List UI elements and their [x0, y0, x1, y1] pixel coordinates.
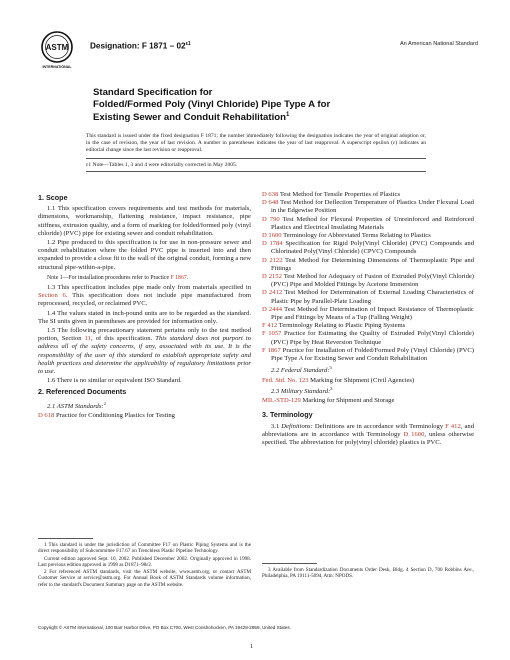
reference-list [262, 191, 474, 363]
standard-type: An American National Standard [399, 41, 478, 47]
intro-paragraph: This standard is issued under the fixed designation F 1871; the number immediately following the designation indicates the year of original adoption or, in the case of revision, the year of last revision. A number in parentheses indicates the year of last reapproval. A superscript epsilon (ε) indicates an editorial change since the last revision or reapproval. [86, 133, 426, 154]
footnotes-left [38, 542, 251, 589]
svg-text:ASTM: ASTM [45, 43, 69, 52]
reference-title: Test Method for Determination of Impact Resistance of Thermoplastic Pipe and Fittings by Means of a Tup (Falling Weight) [271, 305, 474, 322]
terminology-heading: 3. Terminology [262, 410, 313, 420]
reference-code-link[interactable]: F 412 [262, 322, 278, 330]
footnote-1: 1 This standard is under the jurisdiction of Committee F17 on Plastic Piping Systems and is the direct responsibility of Subcommittee F17.67 on Trenchless Plastic Pipeline Technology. [38, 542, 251, 555]
reference-title: Practice for Estimating the Quality of Extruded Poly(Vinyl Chloride) (PVC) Pipe by Heat Reversion Technique [271, 330, 474, 346]
link-mil-std-129[interactable]: MIL-STD-129 [262, 397, 301, 405]
reference-title: Practice for Installation of Folded/Formed Poly (Vinyl Chloride) (PVC) Pipe Type A for Existing Sewer and Conduit Rehabilitation [271, 346, 474, 363]
reference-code-link[interactable]: D 2444 [262, 305, 283, 313]
paragraph-2-1: 2.1 ASTM Standards:$^2$ [47, 400, 106, 410]
reference-title: Test Method for Deflection Temperature of Plastics Under Flexural Load in the Edgewise Position [271, 199, 474, 215]
footnotes-right [262, 567, 474, 581]
reference-item [262, 257, 474, 273]
divider [86, 158, 426, 159]
link-section-6[interactable]: Section 6 [38, 292, 66, 300]
editorial-note: ε1 Note—Tables 1, 3 and 4 were editorially corrected in May 2005. [86, 162, 238, 168]
reference-item [262, 191, 474, 199]
title-line-1: Standard Specification for [93, 87, 213, 98]
paragraph-1-3: 1.3 This specification includes pipe made only from materials specified in Section 6. This specification does not include pipe manufactured from reprocessed, recycled, or reclaimed PVC. [38, 284, 251, 308]
reference-title: Test Method for Determination of External Loading Characteristics of Plastic Pipe by Parallel-Plate Loading [271, 289, 474, 305]
link-fed-std-123[interactable]: Fed. Std. No. 123 [262, 376, 309, 384]
left-column [38, 191, 251, 420]
note-1: Note 1—For installation procedures refer to Practice F 1867. [47, 274, 189, 281]
paragraph-1-6: 1.6 There is no similar or equivalent ISO Standard. [47, 377, 182, 385]
reference-code-link[interactable]: D 1600 [262, 232, 282, 240]
reference-title: Terminology for Abbreviated Terms Relating to Plastics [281, 232, 431, 240]
link-d1600[interactable]: D 1600 [403, 430, 425, 438]
paragraph-2-2: 2.2 Federal Standard:$^3$ [271, 365, 332, 375]
reference-code-link[interactable]: D 790 [262, 215, 280, 223]
link-section-11[interactable]: 11 [84, 335, 91, 343]
paragraph-1-1: 1.1 This specification covers requirements and test methods for materials, dimensions, workmanship, flattening resistance, impact resistance, pipe stiffness, extrusion quality, and a form of marking for folded/formed poly (vinyl chloride) (PVC) pipe for existing sewer and conduit rehabilitation. [38, 205, 251, 237]
right-column [262, 191, 474, 448]
reference-title: Specification for Rigid Poly(Vinyl Chloride) (PVC) Compounds and Chlorinated Poly(Vinyl Chloride) (CPVC) Compounds [271, 240, 474, 256]
title-line-3: Existing Sewer and Conduit Rehabilitation$^1$ [93, 112, 290, 124]
reference-item: Fed. Std. No. 123 Marking for Shipment (Civil Agencies) [262, 376, 415, 384]
reference-title: Test Method for Tensile Properties of Plastics [278, 191, 401, 198]
reference-title: Terminology Relating to Plastic Piping Systems [277, 322, 406, 330]
reference-item [262, 240, 474, 256]
reference-code-link[interactable]: D 2122 [262, 256, 283, 264]
footnote-divider [262, 563, 317, 564]
footnote-divider [38, 538, 93, 539]
astm-logo [38, 30, 76, 70]
reference-code-link[interactable]: D 648 [262, 199, 279, 207]
scope-heading: 1. Scope [38, 193, 68, 202]
page-number: 1 [250, 643, 254, 650]
paragraph-1-2: 1.2 Pipe produced to this specification is for use in non-pressure sewer and conduit rehabilitation where the folded PVC pipe is inserted into and then expanded to provide a close fit to the wall of the original conduit, forming a new structural pipe-within-a-pipe. [38, 239, 251, 271]
link-f412[interactable]: F 412 [445, 422, 461, 430]
reference-item [262, 347, 474, 363]
referenced-documents-heading: 2. Referenced Documents [38, 387, 127, 397]
reference-item [262, 330, 474, 346]
reference-title: Test Method for Flexural Properties of Unreinforced and Reinforced Plastics and Electrical Insulating Materials [271, 215, 474, 231]
document-title [93, 87, 453, 124]
footnote-1-edition: Current edition approved Sept. 10, 2002. Published December 2002. Originally approved in 1998. Last previous edition approved in 1998 as D1871–98ε2. [38, 555, 251, 568]
reference-item [262, 322, 474, 330]
reference-code-link[interactable]: D 2152 [262, 273, 282, 281]
reference-item [262, 289, 474, 305]
reference-item [262, 199, 474, 215]
paragraph-3-1: 3.1 Definitions: Definitions are in accordance with Terminology F 412, and abbreviations are in accordance with Terminology D 1600, unless otherwise specified. The abbreviation for poly(vinyl chloride) plastics is PVC. [262, 422, 474, 447]
reference-code-link[interactable]: F 1057 [262, 330, 282, 338]
title-line-2: Folded/Formed Poly (Vinyl Chloride) Pipe Type A for [93, 98, 331, 110]
copyright-line: Copyright © ASTM International, 100 Barr Harbor Drive, PO Box C700, West Conshohocken, PA 19428-2959, United States. [38, 625, 291, 630]
paragraph-1-4: 1.4 The values stated in inch-pound units are to be regarded as the standard. The SI units given in parentheses are provided for information only. [38, 309, 251, 325]
reference-code-link[interactable]: D 2412 [262, 289, 283, 297]
paragraph-1-5: 1.5 The following precautionary statement pertains only to the test method portion, Section 11, of this specification. This standard does not purport to address all of the safety concerns, if any, associated with its use. It is the responsibility of the user of this standard to establish appropriate safety and health practices and determine the applicability of regulatory limitations prior to use. [38, 327, 251, 376]
designation: Designation: F $1871 - 02^{\varepsilon 1}$ [90, 41, 191, 51]
reference-code-link[interactable]: D 1784 [262, 240, 283, 248]
link-f1867[interactable]: F 1867 [170, 274, 187, 281]
reference-item: D 618 Practice for Conditioning Plastics for Testing [38, 412, 175, 420]
paragraph-2-3: 2.3 Military Standard:$^3$ [271, 385, 333, 396]
reference-item [262, 273, 474, 289]
reference-title: Test Method for Determining Dimensions of Thermoplastic Pipe and Fittings [271, 256, 474, 272]
reference-code-link[interactable]: F 1867 [262, 346, 281, 354]
divider [86, 171, 426, 172]
document-header [38, 30, 478, 70]
reference-item [262, 306, 474, 322]
link-d618[interactable]: D 618 [38, 412, 55, 420]
footnote-2: 2 For referenced ASTM standards, visit the ASTM website, www.astm.org, or contact ASTM Customer Service at service@astm.org. For Annual Book of ASTM Standards volume information, refer to the standard's Document Summary page on the ASTM website. [38, 569, 251, 588]
reference-item: MIL-STD-129 Marking for Shipment and Storage [262, 397, 395, 405]
footnote-3: 3 Available from Standardization Documents Order Desk, Bldg. 4 Section D, 700 Robbins Ave., Philadelphia, PA 19111-5094, Attn: NPODS. [262, 567, 474, 580]
reference-code-link[interactable]: D 638 [262, 191, 279, 198]
reference-item [262, 232, 474, 240]
svg-text:INTERNATIONAL: INTERNATIONAL [42, 65, 72, 69]
reference-item [262, 216, 474, 232]
reference-title: Test Method for Adequacy of Fusion of Extruded Poly(Vinyl Chloride) (PVC) Pipe and Molded Fittings by Acetone Immersion [271, 273, 474, 289]
